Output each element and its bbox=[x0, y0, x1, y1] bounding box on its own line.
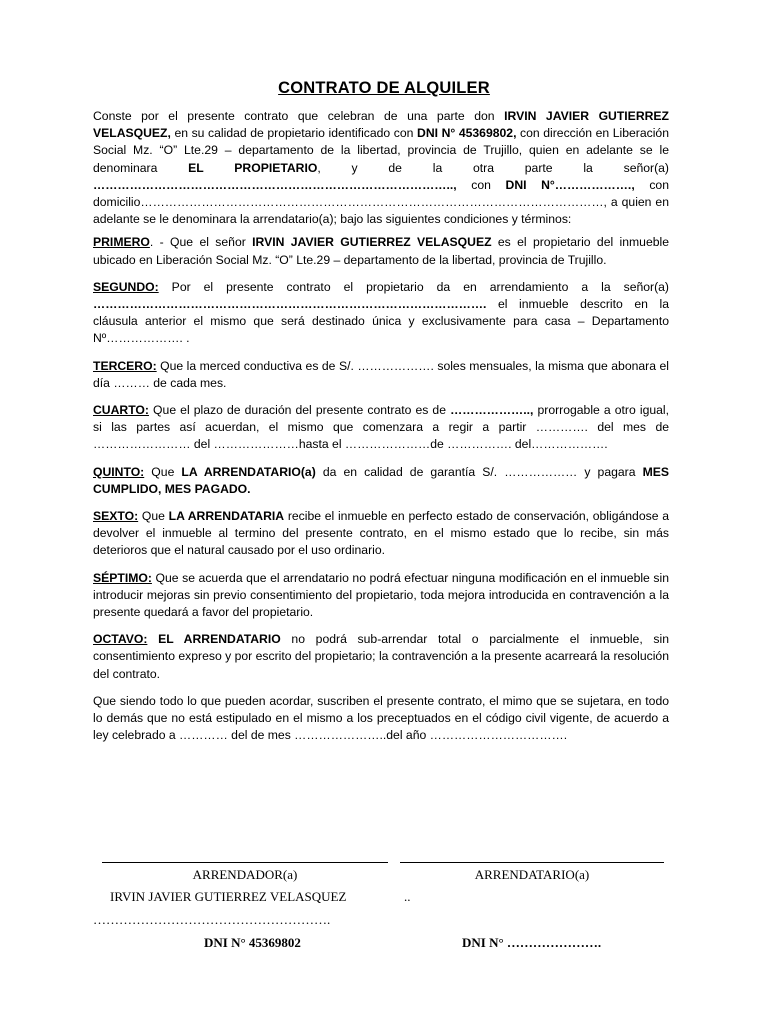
lessor-dni: DNI N° 45369802 bbox=[204, 935, 301, 950]
tenant-name-blank: …………………………………………………………………………….., bbox=[93, 177, 457, 192]
contract-body bbox=[93, 108, 669, 755]
owner-name: IRVIN JAVIER GUTIERREZ VELASQUEZ bbox=[252, 235, 492, 250]
clause-text: recibe el inmueble en perfecto estado de conservación, obligándose a devolver el inmueble al termino del presente contrato, en el mismo estado que lo recibe, sin más deterioros que el natural causado por el uso ordinario. bbox=[93, 509, 669, 558]
intro-text: con bbox=[456, 177, 506, 192]
intro-text: Conste por el presente contrato que celebran de una parte don bbox=[93, 109, 505, 123]
owner-role: EL PROPIETARIO bbox=[188, 160, 318, 175]
document-title: CONTRATO DE ALQUILER bbox=[278, 79, 490, 97]
clause-tercero bbox=[93, 358, 669, 392]
closing-paragraph: Que siendo todo lo que pueden acordar, suscriben el presente contrato, el mimo que se sujetara, en todo lo demás que no está estipulado en el mismo a los preceptuados en el código civil vigente, de acuerdo a ley celebrado a ………… del de mes …………………..del año ……………………………. bbox=[93, 693, 669, 743]
lessor-signature-dots: ………………………………………………. bbox=[93, 912, 331, 927]
signature-line-left bbox=[102, 862, 388, 863]
clause-segundo bbox=[93, 279, 669, 348]
clause-label: CUARTO: bbox=[93, 403, 149, 418]
lessee-dni: DNI N° …………………. bbox=[462, 935, 602, 950]
clause-text: Que bbox=[138, 509, 169, 524]
clause-bold: MES CUMPLIDO, MES PAGADO. bbox=[93, 464, 669, 496]
owner-dni: DNI N° 45369802, bbox=[417, 126, 517, 141]
clause-septimo bbox=[93, 570, 669, 622]
clause-primero bbox=[93, 234, 669, 268]
clause-quinto bbox=[93, 464, 669, 498]
intro-text: en su calidad de propietario identificado con bbox=[170, 126, 418, 141]
clause-text: prorrogable a otro igual, si las partes así acuerdan, el mismo que comenzara a regir a partir …………. del mes de …………………… del …………………hasta el …………………de ……………. del………………. bbox=[93, 403, 669, 452]
clause-bold: EL ARRENDATARIO bbox=[147, 632, 281, 647]
clause-label: SEGUNDO: bbox=[93, 279, 159, 294]
tenant-name-blank: ……………………………………………………………………………………. bbox=[93, 297, 487, 312]
clause-sexto bbox=[93, 508, 669, 560]
clause-bold: LA ARRENDATARIO(a) bbox=[181, 464, 316, 479]
clause-text: Por el presente contrato el propietario da en arrendamiento a la señor(a) bbox=[158, 279, 669, 294]
clause-text: Que se acuerda que el arrendatario no podrá efectuar ninguna modificación en el inmueble sin introducir mejoras sin previo consentimiento del propietario, toda mejora introducida en contravención a la presente quedará a favor del propietario. bbox=[93, 570, 669, 620]
duration-blank: ……………….., bbox=[450, 403, 534, 418]
clause-label: PRIMERO bbox=[93, 235, 150, 250]
lessee-role: ARRENDATARIO(a) bbox=[474, 867, 590, 882]
clause-bold: LA ARRENDATARIA bbox=[168, 509, 285, 524]
clause-label: SEXTO: bbox=[93, 509, 139, 524]
clause-text: Que bbox=[144, 464, 182, 479]
clause-cuarto bbox=[93, 402, 669, 454]
lessor-name: IRVIN JAVIER GUTIERREZ VELASQUEZ bbox=[110, 889, 347, 904]
clause-text: no podrá sub-arrendar total o parcialmente el inmueble, sin consentimiento expreso y por escrito del propietario; la contravención a la presente acarreará la resolución del contrato. bbox=[93, 632, 669, 681]
clause-text: el inmueble descrito en la cláusula anterior el mismo que será destinado única y exclusivamente para casa – Departamento Nº………………. . bbox=[93, 297, 669, 346]
intro-text: con domicilio……………………………………………………………………………………………………, a quien en adelante se le denominara la arrendatario(a); bajo las siguientes condiciones y términos: bbox=[93, 177, 669, 227]
lessor-role: ARRENDADOR(a) bbox=[192, 867, 298, 882]
clause-label: SÉPTIMO: bbox=[93, 570, 152, 585]
lessee-name-dots: .. bbox=[404, 889, 411, 904]
clause-text: Que el plazo de duración del presente contrato es de bbox=[148, 403, 451, 418]
intro-text: con dirección en Liberación Social Mz. “O” Lte.29 – departamento de la libertad, provincia de Trujillo, quien en adelante se le denominara bbox=[93, 126, 669, 175]
intro-text: , y de la otra parte la señor(a) bbox=[317, 160, 669, 175]
clause-text: Que la merced conductiva es de S/. ………………. soles mensuales, la misma que abonara el día ……… de cada mes. bbox=[93, 358, 669, 390]
intro-paragraph bbox=[93, 108, 669, 228]
clause-text: es el propietario del inmueble ubicado en Liberación Social Mz. “O” Lte.29 – departamento de la libertad, provincia de Trujillo. bbox=[93, 235, 669, 267]
owner-name: IRVIN JAVIER GUTIERREZ VELASQUEZ, bbox=[93, 109, 669, 141]
clause-octavo bbox=[93, 631, 669, 683]
clause-text: . - Que el señor bbox=[149, 235, 253, 250]
clause-label: QUINTO: bbox=[93, 464, 145, 479]
tenant-dni-blank: DNI N°………………., bbox=[505, 177, 635, 192]
clause-label: OCTAVO: bbox=[93, 632, 148, 647]
clause-text: da en calidad de garantía S/. ……………… y pagara bbox=[315, 464, 643, 479]
clause-label: TERCERO: bbox=[93, 358, 157, 373]
signature-line-right bbox=[400, 862, 664, 863]
